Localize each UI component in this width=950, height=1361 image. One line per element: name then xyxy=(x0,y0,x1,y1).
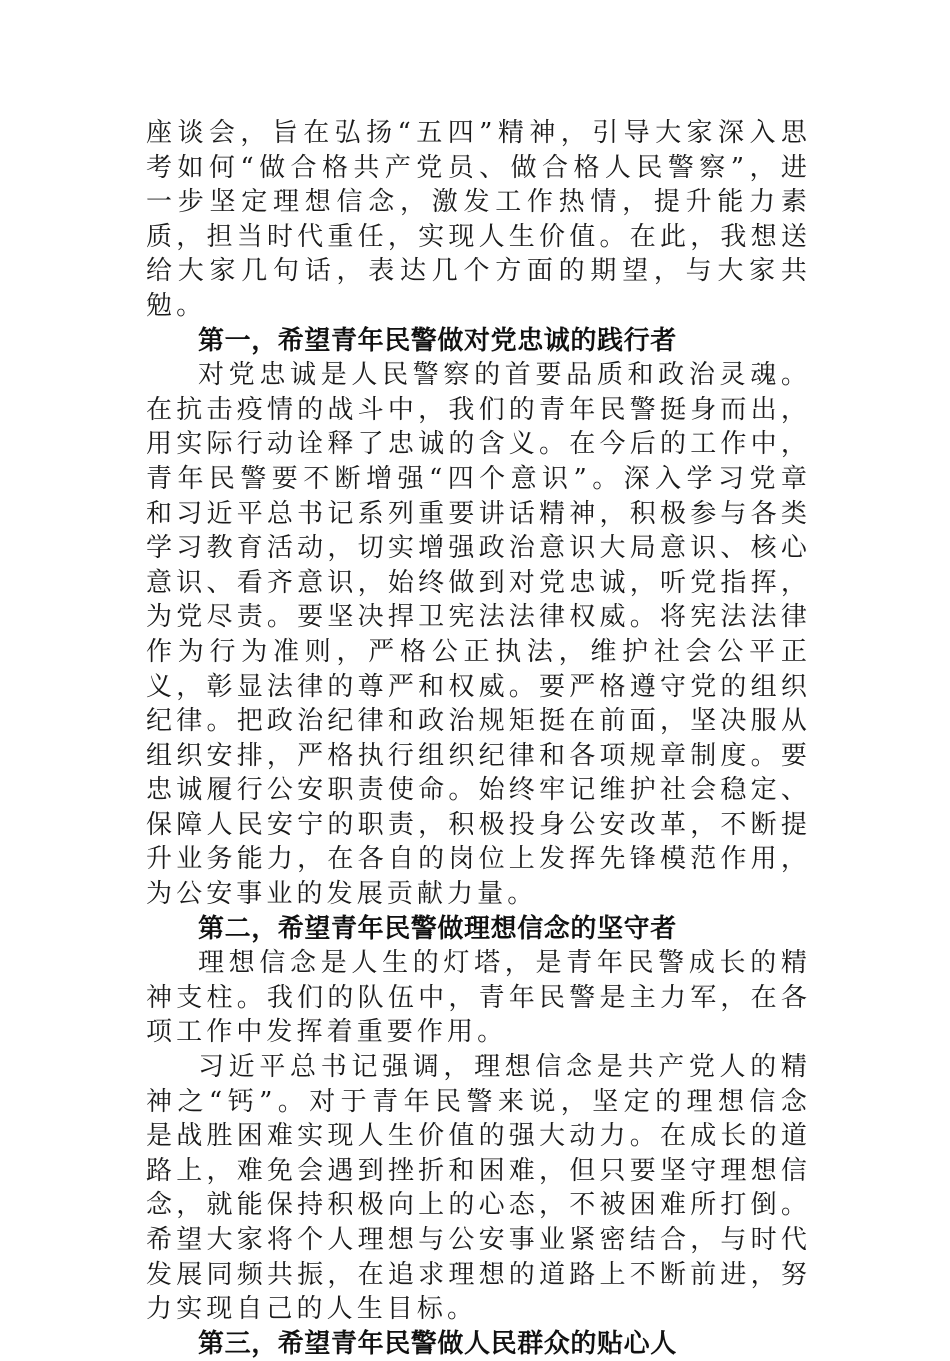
document-body xyxy=(146,116,811,1361)
section-1-paragraph: 对党忠诚是人民警察的首要品质和政治灵魂。在抗击疫情的战斗中，我们的青年民警挺身而出，用实际行动诠释了忠诚的含义。在今后的工作中，青年民警要不断增强“四个意识”。深入学习党章和习近平总书记系列重要讲话精神，积极参与各类学习教育活动，切实增强政治意识大局意识、核心意识、看齐意识，始终做到对党忠诚，听党指挥，为党尽责。要坚决捍卫宪法法律权威。将宪法法律作为行为准则，严格公正执法，维护社会公平正义，彰显法律的尊严和权威。要严格遵守党的组织纪律。把政治纪律和政治规矩挺在前面，坚决服从组织安排，严格执行组织纪律和各项规章制度。要忠诚履行公安职责使命。始终牢记维护社会稳定、保障人民安宁的职责，积极投身公安改革，不断提升业务能力，在各自的岗位上发挥先锋模范作用，为公安事业的发展贡献力量。 xyxy=(146,360,811,910)
section-2-paragraph-2: 习近平总书记强调，理想信念是共产党人的精神之“钙”。对于青年民警来说，坚定的理想信念是战胜困难实现人生价值的强大动力。在成长的道路上，难免会遇到挫折和困难，但只要坚守理想信念，就能保持积极向上的心态，不被困难所打倒。希望大家将个人理想与公安事业紧密结合，与时代发展同频共振，在追求理想的道路上不断前进，努力实现自己的人生目标。 xyxy=(146,1052,811,1325)
section-heading-3: 第三，希望青年民警做人民群众的贴心人 xyxy=(198,1328,677,1359)
intro-paragraph: 座谈会，旨在弘扬“五四”精神，引导大家深入思考如何“做合格共产党员、做合格人民警察”，进一步坚定理想信念，激发工作热情，提升能力素质，担当时代重任，实现人生价值。在此，我想送给大家几句话，表达几个方面的期望，与大家共勉。 xyxy=(146,118,811,321)
section-2-paragraph-1: 理想信念是人生的灯塔，是青年民警成长的精神支柱。我们的队伍中，青年民警是主力军，在各项工作中发挥着重要作用。 xyxy=(146,948,811,1048)
section-heading-2: 第二，希望青年民警做理想信念的坚守者 xyxy=(198,913,677,944)
section-heading-1: 第一，希望青年民警做对党忠诚的践行者 xyxy=(198,325,677,356)
